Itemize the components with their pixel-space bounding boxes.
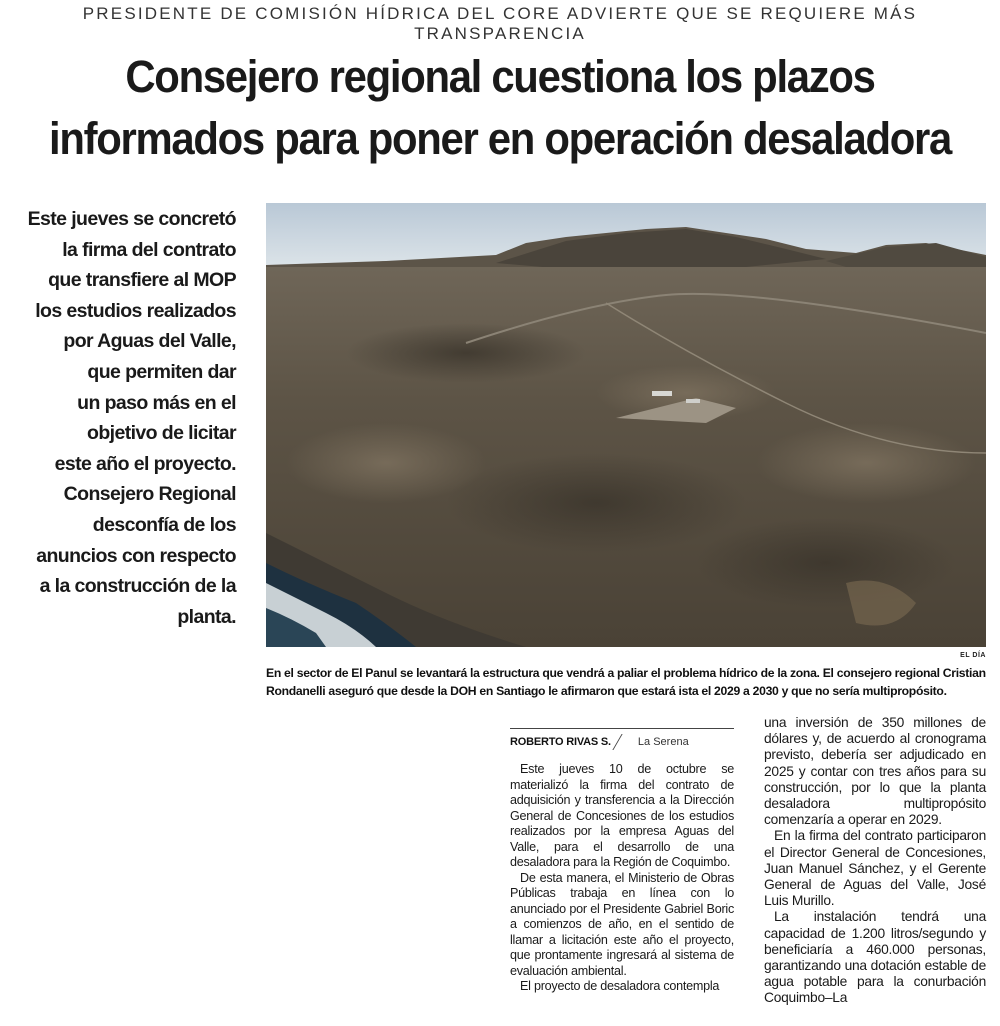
body-paragraph: una inversión de 350 millones de dólares y, de acuerdo al cronograma previsto, debería ser adjudicado en 2025 y contar con tres años para su construcción, por lo que la planta desaladora multipropósito comenzaría a operar en 2029. xyxy=(764,715,986,828)
byline-author: ROBERTO RIVAS S. xyxy=(510,736,611,748)
photo-caption: En el sector de El Panul se levantará la estructura que vendrá a paliar el problema hídrico de la zona. El consejero regional Cristian Rondanelli aseguró que desde la DOH en Santiago le afirmaron que estará ista el 2029 a 2030 y que no sería multipropósito. xyxy=(266,666,986,698)
lede-line: este año el proyecto. xyxy=(54,452,236,475)
aerial-landscape-illustration xyxy=(266,203,986,647)
body-paragraph: La instalación tendrá una capacidad de 1.200 litros/segundo y beneficiaría a 460.000 personas, garantizando una dotación estable de agua potable para la conurbación Coquimbo–La xyxy=(764,909,986,1006)
lede-line: los estudios realizados xyxy=(35,299,236,322)
lede-line: Este jueves se concretó xyxy=(27,208,236,230)
body-column-2 xyxy=(764,715,986,1007)
body-paragraph: De esta manera, el Ministerio de Obras Públicas trabaja en línea con lo anunciado por el Presidente Gabriel Boric a comienzos de año, en el sentido de llamar a licitación este año el proyecto, que prontamente ingresará al sistema de evaluación ambiental. xyxy=(510,870,734,978)
byline-separator xyxy=(612,734,636,750)
body-paragraph: En la firma del contrato participaron el Director General de Concesiones, Juan Manuel Sánchez, y el Gerente General de Aguas del Valle, José Luis Murillo. xyxy=(764,828,986,909)
headline-line-1: Consejero regional cuestiona los plazos xyxy=(125,51,875,102)
lede-line: que transfiere al MOP xyxy=(48,269,236,292)
lede-line: por Aguas del Valle, xyxy=(63,330,236,353)
lede-line: anuncios con respecto xyxy=(36,544,236,567)
kicker: PRESIDENTE DE COMISIÓN HÍDRICA DEL CORE ADVIERTE QUE SE REQUIERE MÁS TRANSPARENCIA xyxy=(82,4,918,43)
byline-place: La Serena xyxy=(637,736,689,748)
headline xyxy=(35,46,965,170)
lede-line: que permiten dar xyxy=(87,360,236,383)
lede-line: un paso más en el xyxy=(77,391,236,414)
lede xyxy=(6,204,236,632)
body-paragraph: El proyecto de desaladora contempla xyxy=(520,979,720,993)
lede-line: Consejero Regional xyxy=(63,483,236,506)
lede-line: la firma del contrato xyxy=(62,238,236,261)
byline xyxy=(510,728,734,747)
photo-credit: EL DÍA xyxy=(960,652,986,659)
lede-line: desconfía de los xyxy=(92,513,236,536)
aerial-photo xyxy=(266,203,986,647)
body-paragraph: Este jueves 10 de octubre se materializó la firma del contrato de adquisición y transferencia a la Dirección General de Concesiones de los estudios realizados por la empresa Aguas del Valle, para el desarrollo de una desaladora para la Región de Coquimbo. xyxy=(510,762,734,869)
lede-line: objetivo de licitar xyxy=(87,422,236,445)
lede-line: a la construcción de la xyxy=(39,575,236,598)
body-column-1 xyxy=(510,762,734,995)
lede-line: planta. xyxy=(177,605,236,628)
headline-line-2: informados para poner en operación desaladora xyxy=(49,113,951,164)
